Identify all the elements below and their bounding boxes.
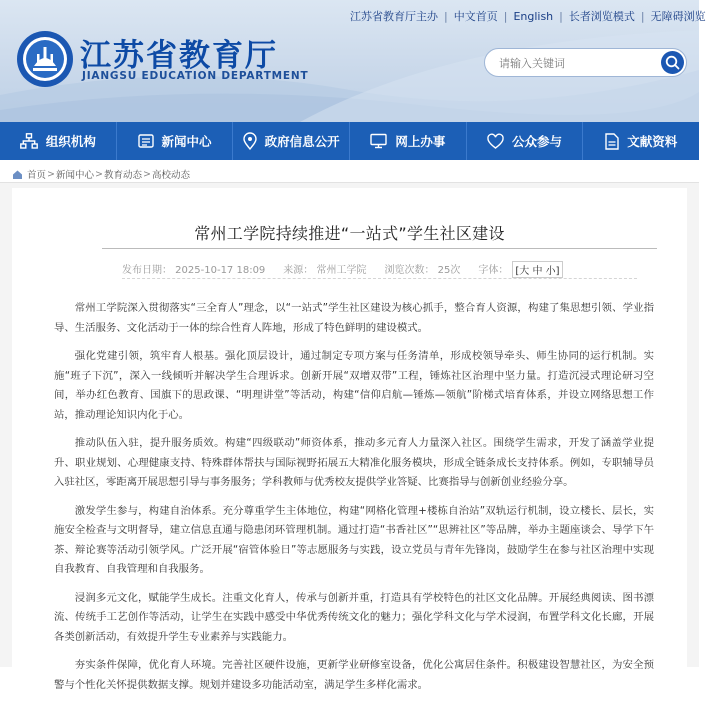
divider	[122, 278, 637, 280]
nav-item-gov-info[interactable]	[233, 122, 350, 160]
article	[12, 188, 687, 691]
nav-label: 文献资料	[627, 134, 678, 149]
publish-date: 发布日期： 2025-10-17 18:09	[122, 265, 266, 276]
site-title[interactable]: 江苏省教育厅	[80, 38, 278, 74]
article-body	[54, 299, 654, 704]
nav-item-documents[interactable]	[583, 122, 699, 160]
top-links	[344, 8, 706, 24]
article-meta	[122, 261, 563, 278]
font-size-switcher[interactable]: [大 中 小]	[512, 261, 562, 278]
top-link-chinese-home[interactable]: 中文首页	[453, 10, 498, 23]
site-subtitle: JIANGSU EDUCATION DEPARTMENT	[82, 70, 309, 82]
search-input[interactable]	[497, 54, 651, 73]
site-header	[0, 0, 706, 122]
view-count: 浏览次数： 25次	[384, 265, 461, 276]
search-icon	[661, 51, 684, 74]
nav-label: 组织机构	[45, 134, 96, 149]
divider: |	[559, 9, 563, 23]
divider	[102, 248, 657, 249]
document-icon	[605, 133, 619, 150]
nav-label: 政府信息公开	[264, 134, 340, 149]
breadcrumb-news-center[interactable]: 新闻中心	[55, 170, 94, 181]
breadcrumb-separator: >	[142, 168, 151, 180]
paragraph: 常州工学院深入贯彻落实“三全育人”理念，以“一站式”学生社区建设为核心抓手，整合育人资源，构建了集思想引领、学业指导、生活服务、文化活动于一体的综合性育人阵地，形成了特色鲜明的建设模式。	[54, 302, 654, 334]
nav-item-online-service[interactable]	[350, 122, 467, 160]
font-size-label: 字体：	[478, 265, 509, 276]
top-link-elder-mode[interactable]: 长者浏览模式	[568, 10, 635, 23]
paragraph: 推动队伍入驻，提升服务质效。构建“四级联动”师资体系，推动多元育人力量深入社区。围绕学生需求，开发了涵盖学业提升、职业规划、心理健康支持、特殊群体帮扶与国际视野拓展五大精准化服务模块，形成全链条成长支持体系。例如，专职辅导员入驻社区，零距离开展思想引导与事务服务；学科教师与优秀校友提供学业答疑、比赛指导与创新创业经验分享。	[54, 437, 654, 488]
divider: |	[444, 9, 448, 23]
divider: |	[503, 9, 508, 23]
nav-label: 新闻中心	[161, 134, 212, 149]
nav-item-news[interactable]	[117, 122, 234, 160]
top-link-english[interactable]: English	[513, 9, 554, 23]
divider: |	[640, 9, 645, 23]
article-title: 常州工学院持续推进“一站式”学生社区建设	[194, 224, 505, 243]
nav-item-organization[interactable]	[0, 122, 117, 160]
home-icon	[12, 169, 23, 180]
breadcrumb-separator: >	[47, 168, 55, 180]
breadcrumb-university-news[interactable]: 高校动态	[151, 170, 190, 181]
breadcrumb	[12, 167, 190, 181]
paragraph: 激发学生参与，构建自治体系。充分尊重学生主体地位，构建“网格化管理+楼栋自治站”双轨运行机制，设立楼长、层长，实施安全检查与文明督导，建立信息直通与隐患闭环管理机制。通过打造“书香社区”“思辨社区”等品牌，举办主题座谈会、导学下午茶、辩论赛等活动引领学风。广泛开展“宿管体验日”等志愿服务与实践，设立党员与青年先锋岗，鼓励学生在参与社区治理中实现自我教育、自我管理和自我服务。	[54, 504, 654, 575]
top-link-portal[interactable]: 江苏省教育厅主办	[350, 10, 438, 23]
nav-label: 网上办事	[395, 134, 446, 149]
monitor-icon	[370, 133, 387, 149]
article-source: 来源： 常州工学院	[283, 265, 367, 276]
heart-icon	[487, 134, 504, 149]
search-box	[484, 48, 687, 77]
paragraph: 夯实条件保障，优化育人环境。完善社区硬件设施，更新学业研修室设备，优化公寓居住条件。积极建设智慧社区，为安全预警与个性化关怀提供数据支撑。规划并建设多功能活动室，满足学生多样化需求。	[54, 659, 654, 691]
paragraph: 浸润多元文化，赋能学生成长。注重文化育人，传承与创新并重，打造具有学校特色的社区文化品牌。开展经典阅读、图书漂流、传统手工艺创作等活动，让学生在实践中感受中华优秀传统文化的魅力；强化学科文化与学术浸润，布置学科文化长廊，开展各类创新活动，有效提升学生专业素养与实践能力。	[54, 591, 654, 643]
search-button[interactable]	[661, 51, 684, 74]
breadcrumb-home[interactable]: 首页	[27, 170, 47, 181]
breadcrumb-separator: >	[95, 168, 103, 180]
paragraph: 强化党建引领，筑牢育人根基。强化顶层设计，通过制定专项方案与任务清单，形成校领导牵头、师生协同的运行机制。实施“班子下沉”，深入一线倾听并解决学生合理诉求。创新开展“双增双带”工程，锤炼社区治理中坚力量。打造沉浸式理论研习空间，举办红色教育、国旗下的思政课、“明理讲堂”等活动，构建“信仰启航—锤炼—领航”阶梯式培育体系，并设立网络思想工作站，推动理论知识内化于心。	[54, 350, 654, 421]
org-chart-icon	[20, 133, 38, 149]
top-link-accessibility[interactable]: 无障碍浏览	[650, 10, 706, 23]
site-logo-icon[interactable]	[16, 30, 74, 88]
info-location-icon	[243, 133, 257, 150]
breadcrumb-education-news[interactable]: 教育动态	[103, 170, 142, 181]
news-icon	[138, 133, 154, 149]
nav-item-public-participation[interactable]	[467, 122, 584, 160]
main-nav	[0, 122, 699, 160]
nav-label: 公众参与	[512, 134, 563, 149]
